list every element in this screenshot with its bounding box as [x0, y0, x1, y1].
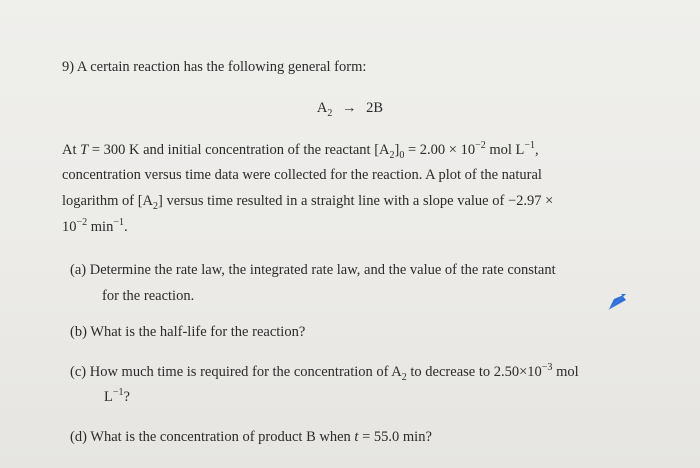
- text-span: .: [123, 219, 128, 235]
- superscript: −1: [113, 217, 124, 229]
- text-span: mol L: [485, 142, 525, 158]
- part-c-line-2: [104, 388, 130, 406]
- equation-product: 2B: [366, 100, 384, 116]
- part-b: (b) What is the half-life for the reaction?: [70, 324, 306, 340]
- text-span: ?: [123, 389, 130, 405]
- subscript: 2: [401, 371, 407, 383]
- subscript: 2: [389, 149, 395, 161]
- text-span: = 300 K and initial concentration of the reactant [A: [88, 142, 390, 158]
- time-symbol: t: [354, 429, 359, 445]
- superscript: −2: [76, 217, 88, 229]
- part-a-line-1: (a) Determine the rate law, the integrated rate law, and the value of the rate constant: [70, 262, 556, 278]
- paragraph-line-1: [62, 141, 622, 159]
- paragraph-line-2: concentration versus time data were collected for the reaction. A plot of the natural: [62, 167, 542, 183]
- text-span: L: [104, 389, 113, 405]
- reaction-arrow: →: [342, 100, 357, 116]
- superscript: −1: [112, 387, 124, 399]
- text-span: ] versus time resulted in a straight line with a slope value of −2.97 ×: [158, 193, 554, 209]
- equation-reactant-subscript: 2: [327, 107, 333, 119]
- subscript: 2: [153, 200, 159, 212]
- temperature-symbol: T: [80, 142, 89, 158]
- text-span: (d) What is the concentration of product B when: [70, 429, 355, 445]
- text-span: (c) How much time is required for the concentration of A: [70, 364, 402, 380]
- text-span: ,: [535, 142, 539, 158]
- text-span: 10: [62, 219, 77, 235]
- text-span: min: [87, 219, 114, 235]
- part-d: [70, 428, 432, 446]
- part-c-line-1: [70, 363, 579, 381]
- text-span: mol: [552, 364, 579, 380]
- text-span: ]: [394, 142, 400, 158]
- text-span: logarithm of [A: [62, 193, 154, 209]
- subscript: 0: [399, 149, 405, 161]
- text-span: = 2.00 × 10: [404, 142, 476, 158]
- problem-intro: 9) A certain reaction has the following general form:: [62, 59, 367, 75]
- text-span: to decrease to 2.50×10: [406, 364, 542, 380]
- pointer-cursor-icon: [606, 290, 628, 312]
- part-a-line-2: for the reaction.: [102, 288, 195, 304]
- equation-reactant: A: [316, 100, 328, 116]
- superscript: −2: [475, 140, 486, 152]
- superscript: −3: [541, 362, 553, 374]
- paragraph-line-4: [62, 218, 128, 236]
- reaction-equation: [0, 99, 700, 117]
- text-span: = 55.0 min?: [358, 429, 432, 445]
- superscript: −1: [524, 140, 536, 152]
- paragraph-line-3: [62, 192, 553, 210]
- text-span: At: [62, 142, 81, 158]
